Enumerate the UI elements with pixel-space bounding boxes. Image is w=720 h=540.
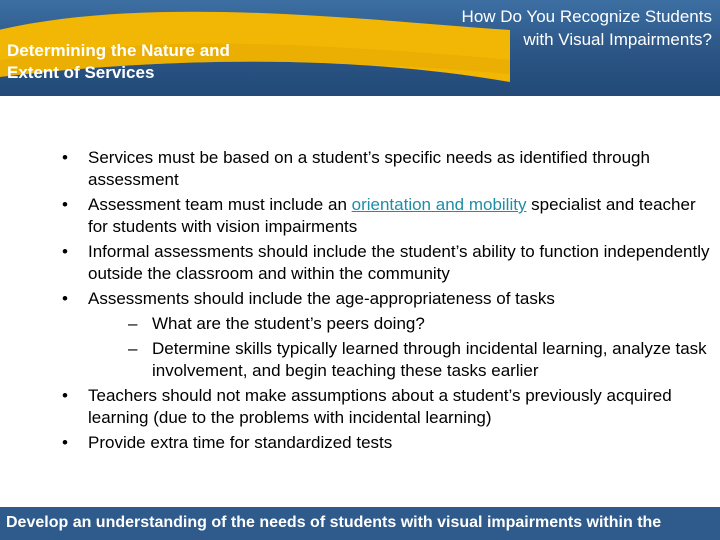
sub-bullet-item: – Determine skills typically learned through incidental learning, analyze task involvement, and begin teaching these tasks earlier xyxy=(88,338,714,382)
bullet-item: • Provide extra time for standardized tests xyxy=(54,432,714,454)
footer-band xyxy=(0,507,720,540)
header-band xyxy=(0,0,720,96)
bullet-list xyxy=(54,147,714,454)
slide-title: How Do You Recognize Students with Visual Impairments? xyxy=(461,7,712,49)
bullet-item: • Teachers should not make assumptions about a student’s previously acquired learning (due to the problems with incidental learning) xyxy=(54,385,714,429)
bullet-text: specialist and teacher for students with vision impairments xyxy=(88,195,696,236)
bullet-text: Assessments should include the age-appropriateness of tasks xyxy=(88,289,555,308)
bullet-item: • Services must be based on a student’s specific needs as identified through assessment xyxy=(54,147,714,191)
bullet-item-with-link xyxy=(54,194,714,238)
section-title: Determining the Nature and Extent of Services xyxy=(7,41,230,82)
footer-text: Develop an understanding of the needs of students with visual impairments within the xyxy=(6,514,662,531)
orientation-mobility-link[interactable]: orientation and mobility xyxy=(351,195,527,214)
slide-body xyxy=(54,147,714,457)
bullet-text: Assessment team must include an xyxy=(88,195,352,214)
bullet-item xyxy=(54,288,714,382)
sub-bullet-item: – What are the student’s peers doing? xyxy=(88,313,714,335)
bullet-item: • Informal assessments should include the student’s ability to function independently outside the classroom and within the community xyxy=(54,241,714,285)
